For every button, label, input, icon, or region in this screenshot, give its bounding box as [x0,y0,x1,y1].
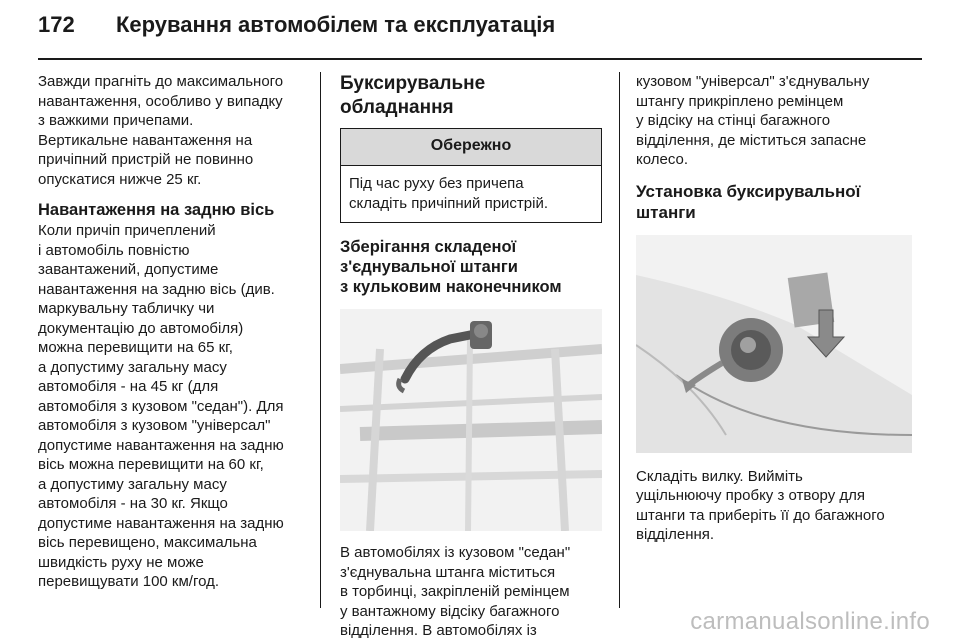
header-divider [38,58,922,60]
caution-title: Обережно [341,129,601,166]
storage-paragraph: В автомобілях із кузовом "седан" з'єднувальна штанга міститься в торбинці, закріпленій ремінцем у вантажному відсіку багажного відділення. В автомобілях із [340,544,571,639]
caution-text: Під час руху без причепа складіть причіпний пристрій. [349,175,549,212]
towing-equipment-title: Буксирувальне обладнання [340,73,486,118]
column-3 [636,72,912,545]
page-title: Керування автомобілем та експлуатація [116,12,556,37]
rear-axle-heading: Навантаження на задню вісь [38,201,275,219]
column-2 [340,72,602,641]
column-1 [38,72,308,592]
storage-continued-paragraph: кузовом "універсал" з'єднувальну штангу прикріплено ремінцем у відсіку на стінці багажного відділення, де міститься запасне колесо. [636,73,870,168]
column-divider-2 [619,72,620,608]
watermark: carmanualsonline.info [690,608,930,635]
column-divider-1 [320,72,321,608]
install-heading: Установка буксирувальної штанги [636,181,861,222]
tow-bar-installation-illustration [636,235,912,453]
tongue-load-paragraph: Завжди прагніть до максимального навантаження, особливо у випадку з важкими причепами. Вертикальне навантаження на причіпний пристрій не повинно опускатися нижче 25 кг. [38,73,284,188]
install-paragraph: Складіть вилку. Вийміть ущільнюючу пробку з отвору для штанги та приберіть її до багажного відділення. [636,467,885,543]
tow-bar-storage-illustration [340,309,602,531]
caution-box [340,128,602,223]
rear-axle-paragraph: Коли причіп причеплений і автомобіль повністю завантажений, допустиме навантаження на задню вісь (див. маркувальну табличку чи документацію до автомобіля) можна перевищити на 65 кг, а допустиму загальну масу автомобіля - на 45 кг (для автомобіля з кузовом "седан"). Для автомобіля з кузовом "універсал" допустиме навантаження на задню вісь можна перевищити на 60 кг, а допустиму загальну масу автомобіля - на 30 кг. Якщо допустиме навантаження на задню вісь перевищено, максимальна швидкість руху не може перевищувати 100 км/год. [38,222,284,590]
page-header [38,12,555,52]
storage-heading: Зберігання складеної з'єднувальної штанги з кульковим наконечником [340,238,562,296]
page-number: 172 [38,12,75,37]
